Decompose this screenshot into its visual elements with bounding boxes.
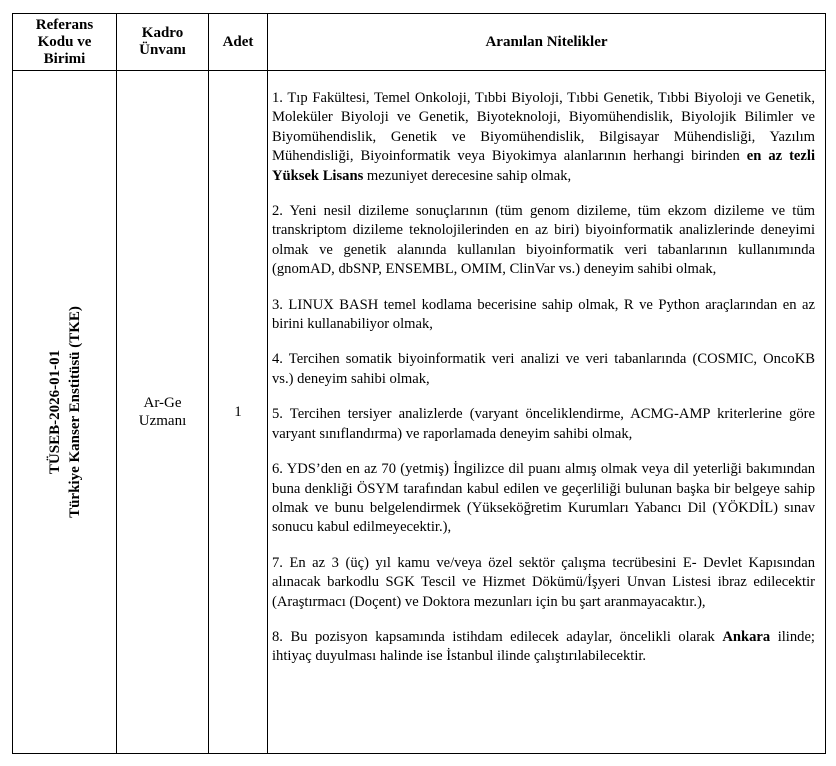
qualification-pre-text: 7. En az 3 (üç) yıl kamu ve/veya özel sektör çalışma tecrübesini E- Devlet Kapısından alınacak barkodlu SGK Tescil ve Hizmet Dökümü/İşyeri Unvan Listesi ibraz edilecektir (Araştırmacı (Doçent) ve Doktora mezunları için bu şart aranmayacaktır.), (272, 554, 815, 610)
job-listing-table (12, 13, 826, 754)
qualification-item (272, 460, 815, 538)
qualification-item (272, 296, 815, 335)
qualifications-cell (268, 71, 826, 754)
qualification-item (272, 202, 815, 280)
qualification-item (272, 89, 815, 186)
qualification-bold-text: Ankara (722, 628, 771, 645)
qualification-bold-text: en az tezli Yüksek Lisans (272, 148, 815, 184)
position-title-line1: Ar-Ge (143, 395, 182, 411)
qualification-pre-text: 4. Tercihen somatik biyoinformatik veri analizi ve veri tabanlarında (COSMIC, OncoKB vs.) deneyim sahibi olmak, (272, 351, 815, 387)
ref-code-cell (13, 71, 117, 754)
position-title-cell (117, 71, 209, 754)
qualification-pre-text: 2. Yeni nesil dizileme sonuçlarının (tüm genom dizileme, tüm ekzom dizileme ve tüm transkriptom dizileme teknolojilerinden en az biri) biyoinformatik analizlerinde deneyimi olmak ve genetik alanında kullanılan biyoinformatik veri tabanlarının kullanımında (gnomAD, dbSNP, ENSEMBL, OMIM, ClinVar vs.) deneyim sahibi olmak, (272, 203, 815, 278)
qualification-pre-text: 6. YDS’den en az 70 (yetmiş) İngilizce dil puanı almış olmak veya dil yeterliği bakımından buna denkliği ÖSYM tarafından kabul edilen ve geçerliliği bulunan başka bir belgeye sahip olmak ve bunu belgelendirmek (Yükseköğretim Kurumları Yabancı Dil (YÖKDİL) sınav sonucu kabul edilmeyecektir.), (272, 461, 815, 536)
qualification-post-text: ilinde; ihtiyaç duyulması halinde ise İstanbul ilinde çalıştırılabilecektir. (272, 628, 815, 665)
qualification-item (272, 405, 815, 444)
qualification-item (272, 628, 815, 667)
header-title: Kadro Ünvanı (117, 14, 209, 71)
qualification-item (272, 350, 815, 389)
position-title-line2: Uzmanı (138, 413, 187, 429)
header-count: Adet (209, 14, 268, 71)
position-count: 1 (209, 71, 268, 754)
qualification-pre-text: 5. Tercihen tersiyer analizlerde (varyant önceliklendirme, ACMG-AMP kriterlerine göre varyant sınıflandırma) ve raporlamada deneyim sahibi olmak, (272, 406, 815, 442)
qualification-pre-text: 8. Bu pozisyon kapsamında istihdam edilecek adaylar, öncelikli olarak (272, 628, 723, 645)
qualification-item (272, 554, 815, 612)
unit-name: Türkiye Kanser Enstitüsü (TKE) (66, 306, 83, 518)
qualifications-list (272, 89, 815, 667)
qualification-pre-text: 1. Tıp Fakültesi, Temel Onkoloji, Tıbbi Biyoloji, Tıbbi Genetik, Tıbbi Biyoloji ve Genetik, Moleküler Biyoloji ve Genetik, Biyoteknoloji, Biyomühendislik, Biyolojik Bilimler ve Biyomühendislik, Genetik ve Biyomühendislik, Bilgisayar Mühendisliği, Yazılım Mühendisliği, Biyoinformatik veya Biyokimya alanlarının herhangi birinden (272, 90, 815, 165)
qualification-post-text: mezuniyet derecesine sahip olmak, (363, 167, 572, 184)
table-row (13, 71, 826, 754)
header-ref-code: Referans Kodu ve Birimi (13, 14, 117, 71)
header-qualifications: Aranılan Nitelikler (268, 14, 826, 71)
qualification-pre-text: 3. LINUX BASH temel kodlama becerisine sahip olmak, R ve Python araçlarından en az birini kullanabiliyor olmak, (272, 296, 815, 333)
ref-code: TÜSEB-2026-01-01 (46, 349, 63, 475)
header-row (13, 14, 826, 71)
